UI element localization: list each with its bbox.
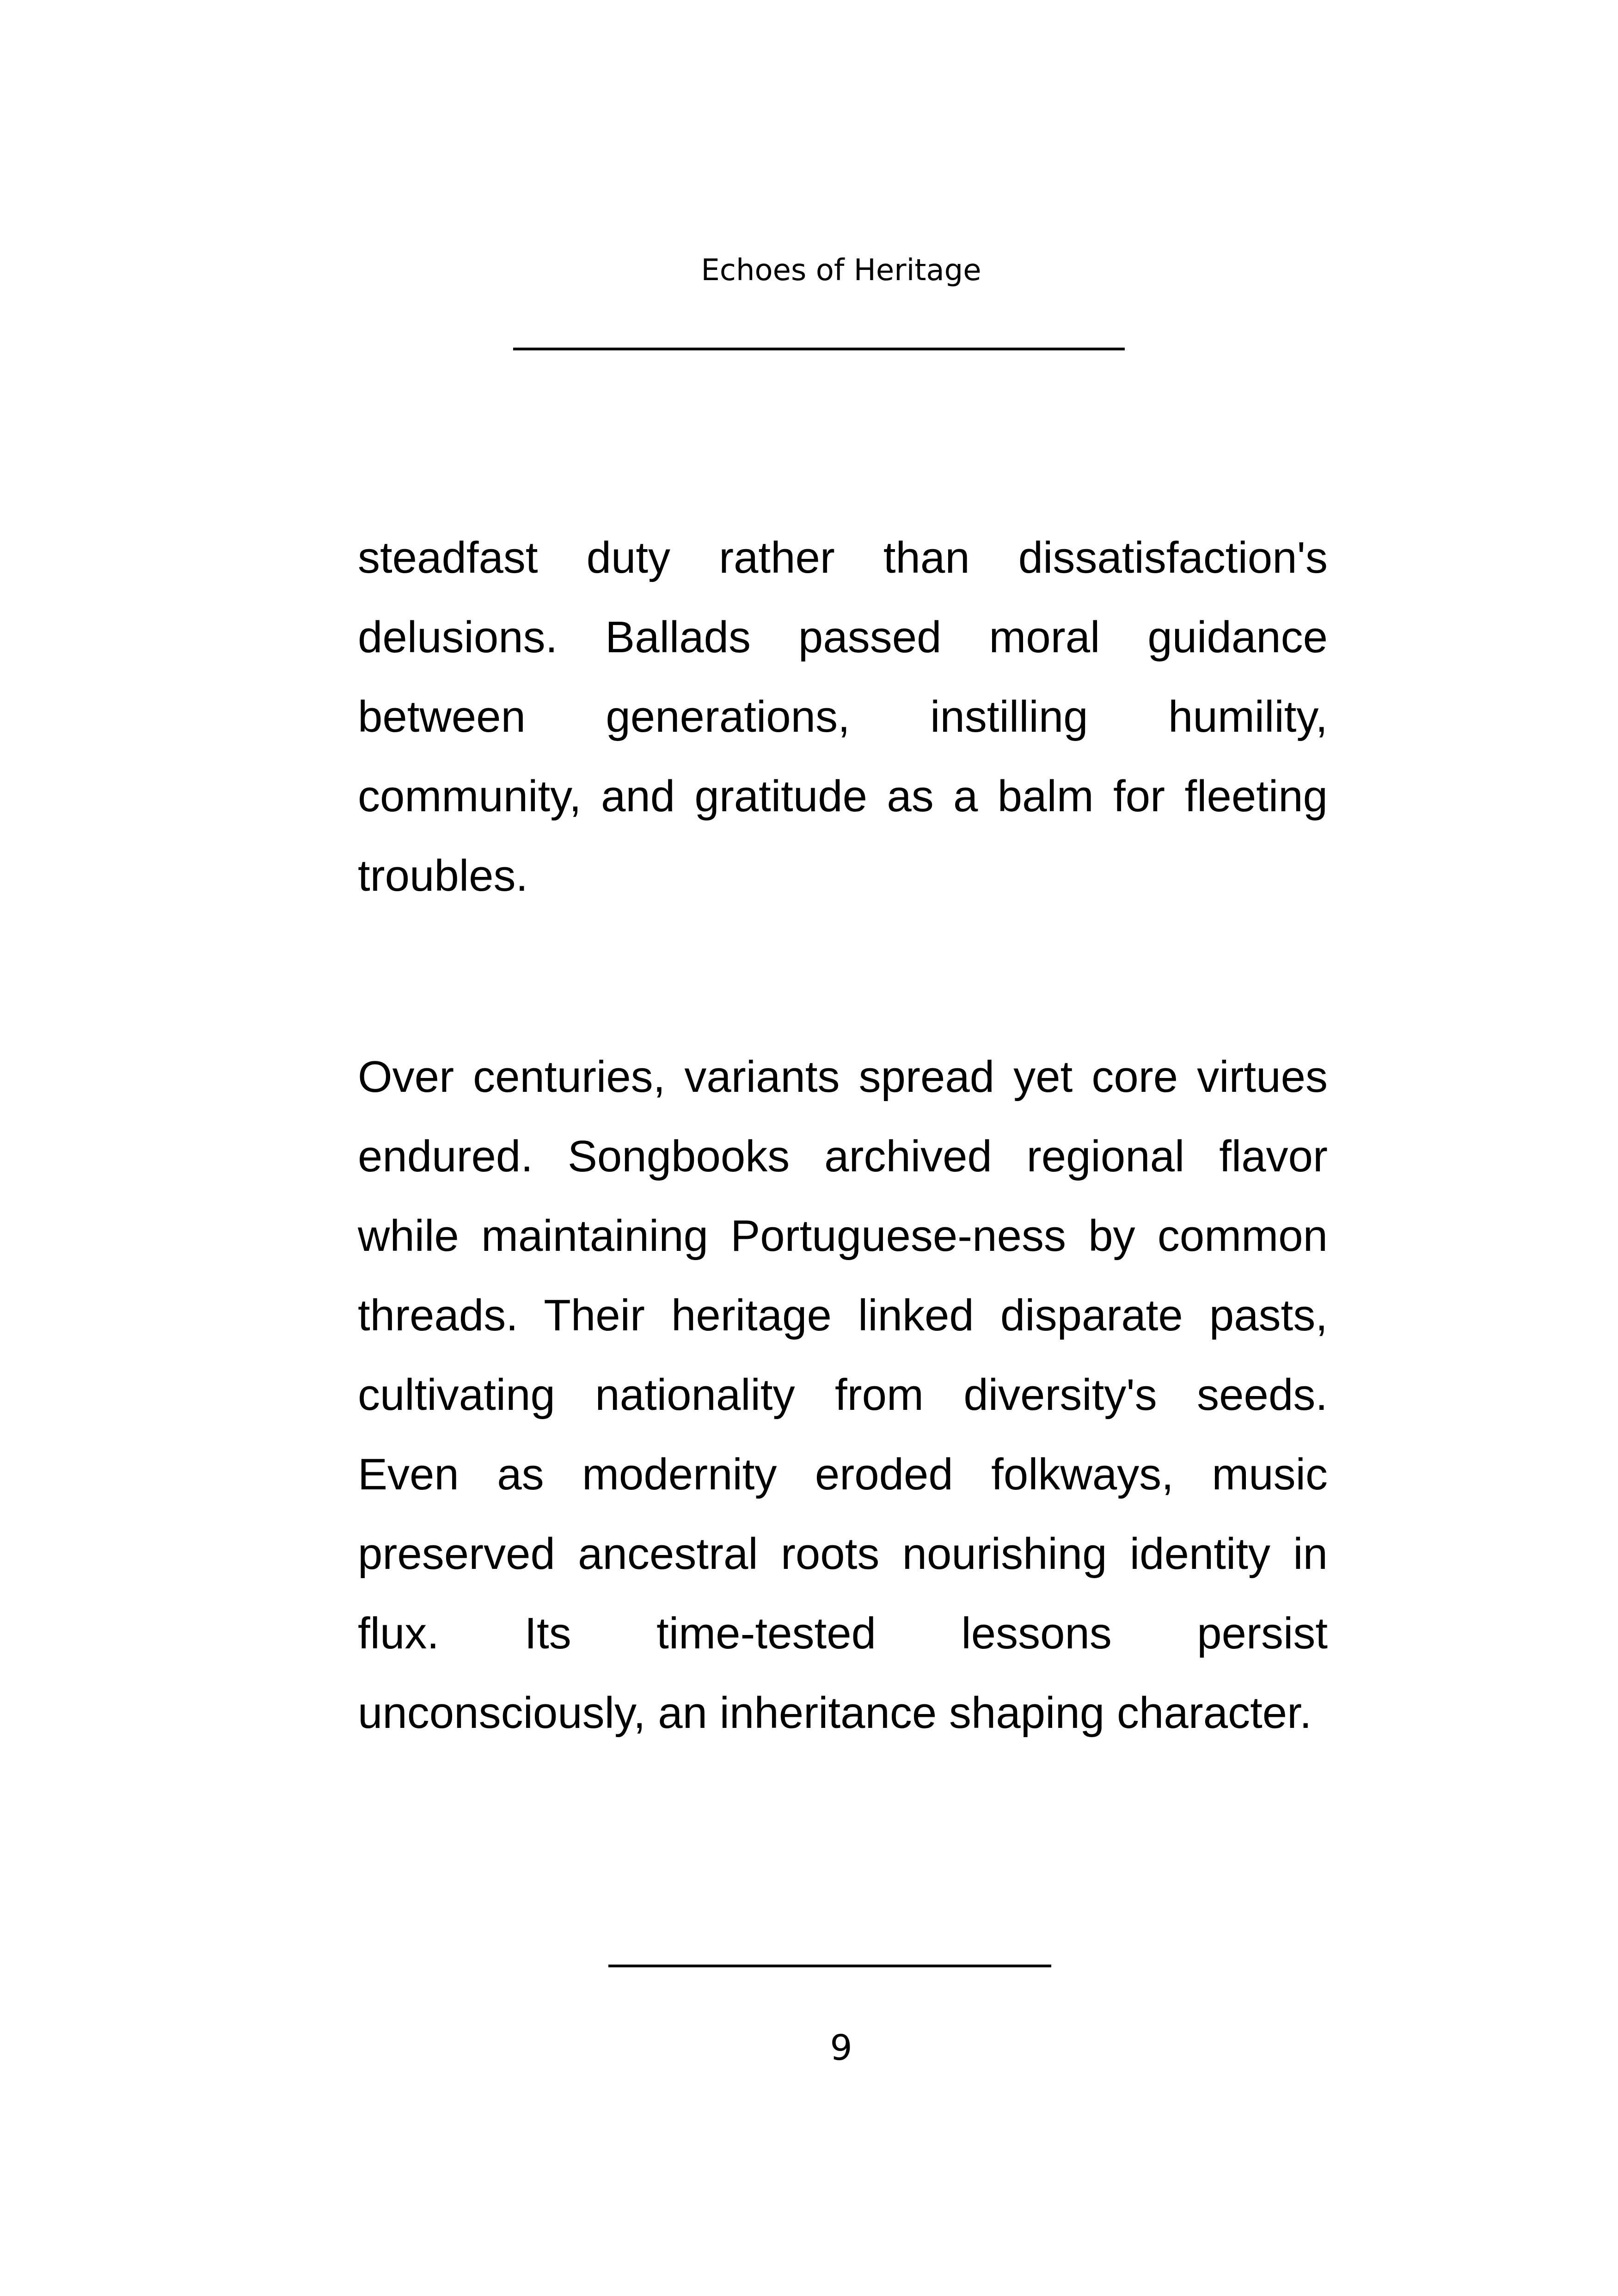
header-divider <box>513 348 1125 350</box>
body-paragraph-2: Over centuries, variants spread yet core virtues endured. Songbooks archived regional flavor while maintaining Portuguese-ness by common threads. Their heritage linked disparate pasts, cultivating nationality from diversity's seeds. Even as modernity eroded folkways, music preserved ancestral roots nourishing identity in flux. Its time-tested lessons persist unconsciously, an inheritance shaping character. <box>358 1052 1328 1738</box>
running-header-title: Echoes of Heritage <box>701 253 981 288</box>
footer-divider <box>608 1965 1051 1967</box>
body-paragraph-1: steadfast duty rather than dissatisfaction's delusions. Ballads passed moral guidance between generations, instilling humility, community, and gratitude as a balm for fleeting troubles. <box>358 533 1328 900</box>
page-number: 9 <box>830 2027 852 2068</box>
